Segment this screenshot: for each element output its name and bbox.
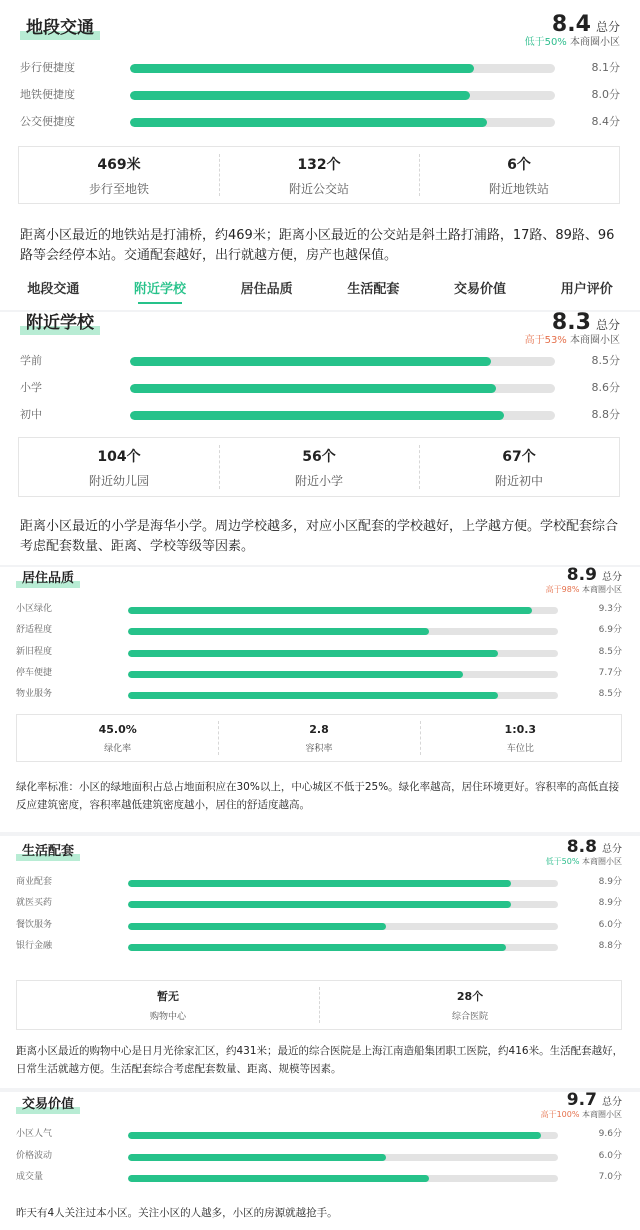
score-unit: 总分 [595,318,620,332]
row-label: 新旧程度 [16,647,53,657]
score-bar-fill [128,628,429,635]
tab-trade-value[interactable]: 交易价值 [454,282,507,297]
score-row [0,626,640,638]
score-value: 9.7 [566,1090,597,1110]
score-bar-fill [130,384,496,393]
tab-nearby-schools[interactable]: 附近学校 [107,270,214,310]
row-label: 物业服务 [16,689,53,699]
section-life-facilities [0,836,640,1088]
tab-user-reviews[interactable]: 用户评价 [560,282,613,297]
score-bar-fill [128,671,463,678]
score-bar [128,671,558,678]
row-value: 8.9分 [598,898,622,908]
section-description: 距离小区最近的小学是海华小学。周边学校越多，对应小区配套的学校越好，上学越方便。学校配套综合考虑配套数量、距离、学校等级等因素。 [20,519,619,554]
score-value: 8.4 [551,12,591,37]
score-bar [130,357,555,366]
row-label: 商业配套 [16,877,53,887]
section-description: 距离小区最近的购物中心是日月光徐家汇区，约431米；最近的综合医院是上海江南造船集团职工医院，约416米。生活配套越好，日常生活就越方便。生活配套综合考虑配套数量、距离、规模等因素。 [16,1045,624,1075]
section-title: 交易价值 [22,1098,74,1111]
score-row [0,1130,640,1142]
row-label: 停车便捷 [16,668,53,678]
score-unit: 总分 [602,1097,622,1108]
score-bar [128,1132,558,1139]
row-value: 7.0分 [598,1172,622,1182]
tab-living-quality[interactable]: 居住品质 [240,282,293,297]
score-bar-fill [128,901,511,908]
section-title: 地段交通 [26,20,94,37]
stat-item: 132个 附近公交站 [219,147,419,203]
score-bar-fill [130,91,470,100]
score-bar-fill [130,411,504,420]
score-bar [130,384,555,393]
row-label: 就医买药 [16,898,53,908]
score-bar [128,923,558,930]
score-box [525,312,620,346]
row-label: 初中 [20,408,42,421]
row-label: 学前 [20,354,42,367]
score-row [0,1173,640,1185]
score-unit: 总分 [602,844,622,855]
score-bar [128,1175,558,1182]
row-label: 成交量 [16,1172,44,1182]
row-value: 8.8分 [598,941,622,951]
score-bar [130,411,555,420]
row-value: 8.0分 [591,88,620,101]
score-bar-fill [128,1132,541,1139]
stat-item: 6个 附近地铁站 [419,147,619,203]
section-description: 距离小区最近的地铁站是打浦桥，约469米；距离小区最近的公交站是斜土路打浦路，17路、89路、96路等会经停本站。交通配套越好，出行就越方便，房产也越保值。 [20,228,615,263]
rank-text: 高于53% 本商圈小区 [524,335,620,346]
score-row [0,899,640,911]
section-trade-value [0,1092,640,1230]
row-value: 8.5分 [598,689,622,699]
stat-item: 2.8 容积率 [218,715,419,761]
row-value: 6.0分 [598,1151,622,1161]
rank-text: 高于100% 本商圈小区 [540,1110,622,1119]
row-value: 8.1分 [591,61,620,74]
row-label: 银行金融 [16,941,53,951]
rank-text: 高于98% 本商圈小区 [545,585,622,594]
row-value: 8.9分 [598,877,622,887]
section-description: 绿化率标准：小区的绿地面积占总占地面积应在30%以上，中心城区不低于25%。绿化率越高，居住环境更好。容积率的高低直接反应建筑密度，容积率越低建筑密度越小，居住的舒适度越高。 [16,781,620,811]
score-bar [128,692,558,699]
score-row [0,1152,640,1164]
score-bar [128,901,558,908]
row-value: 8.5分 [598,647,622,657]
row-value: 6.9分 [598,625,622,635]
score-box [525,14,620,48]
score-bar-fill [128,1154,386,1161]
rank-text: 低于50% 本商圈小区 [545,857,622,866]
score-row [0,89,640,103]
score-box [541,1092,622,1119]
stats-panel [16,980,622,1030]
section-title: 生活配套 [22,845,74,858]
row-value: 8.6分 [591,381,620,394]
score-box [546,839,622,866]
score-bar [128,650,558,657]
score-row [0,62,640,76]
score-row [0,921,640,933]
row-label: 价格波动 [16,1151,53,1161]
stat-item: 28个 综合医院 [319,981,621,1029]
score-row [0,355,640,369]
score-box [546,567,622,594]
section-title: 居住品质 [22,572,74,585]
stats-panel [18,437,620,497]
section-title: 附近学校 [26,315,94,332]
score-bar [130,64,555,73]
score-bar-fill [130,118,487,127]
row-value: 9.6分 [598,1129,622,1139]
score-bar-fill [128,607,532,614]
score-value: 8.3 [551,310,591,335]
score-value: 8.9 [566,565,597,585]
row-label: 地铁便捷度 [20,88,75,101]
score-row [0,648,640,660]
score-unit: 总分 [595,20,620,34]
stat-item: 暂无 购物中心 [149,990,186,1022]
score-bar-fill [128,650,498,657]
tab-life-facilities[interactable]: 生活配套 [347,282,400,297]
row-label: 小学 [20,381,42,394]
score-bar-fill [128,692,498,699]
score-bar-fill [128,880,511,887]
row-value: 8.8分 [591,408,620,421]
row-label: 公交便捷度 [20,115,75,128]
score-row [0,382,640,396]
section-living-quality [0,567,640,832]
score-unit: 总分 [602,572,622,583]
section-tabs [0,270,640,310]
score-row [0,878,640,890]
stat-item: 104个 附近幼儿园 [88,448,149,488]
score-bar [128,880,558,887]
score-row [0,409,640,423]
section-description: 昨天有4人关注过本小区。关注小区的人越多，小区的房源就越抢手。 [16,1207,338,1219]
score-bar-fill [130,64,474,73]
score-bar-fill [130,357,491,366]
stat-item: 67个 附近初中 [419,438,619,496]
score-row [0,690,640,702]
stat-item: 56个 附近小学 [219,438,419,496]
row-label: 小区人气 [16,1129,53,1139]
row-value: 9.3分 [598,604,622,614]
row-value: 8.4分 [591,115,620,128]
score-bar [128,628,558,635]
score-bar [130,91,555,100]
score-bar [130,118,555,127]
score-row [0,669,640,681]
row-value: 8.5分 [591,354,620,367]
row-label: 舒适程度 [16,625,53,635]
stats-panel [18,146,620,204]
score-bar [128,1154,558,1161]
score-row [0,116,640,130]
row-label: 小区绿化 [16,604,53,614]
tab-location-transport[interactable]: 地段交通 [27,282,80,297]
stat-item: 45.0% 绿化率 [98,722,137,754]
score-bar-fill [128,944,506,951]
score-value: 8.8 [566,837,597,857]
row-label: 步行便捷度 [20,61,75,74]
score-bar [128,944,558,951]
score-bar-fill [128,1175,429,1182]
score-row [0,942,640,954]
section-nearby-schools [0,312,640,565]
row-label: 餐饮服务 [16,920,53,930]
row-value: 6.0分 [598,920,622,930]
section-location-transport [0,0,640,270]
rank-text: 低于50% 本商圈小区 [524,37,620,48]
score-bar-fill [128,923,386,930]
score-row [0,605,640,617]
stats-panel [16,714,622,762]
stat-item: 1:0.3 车位比 [420,715,621,761]
score-bar [128,607,558,614]
stat-item: 469米 步行至地铁 [88,156,149,196]
row-value: 7.7分 [598,668,622,678]
